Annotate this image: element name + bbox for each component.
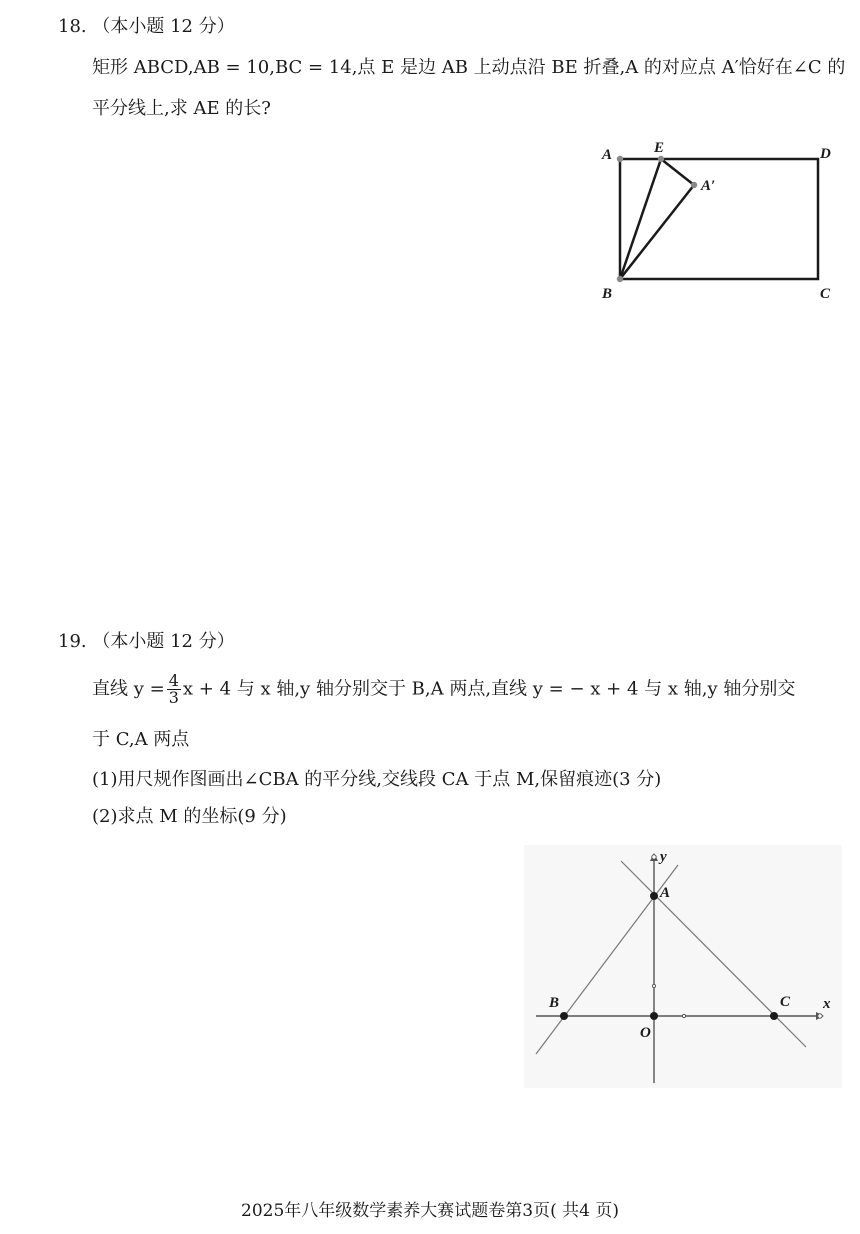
point-a xyxy=(650,892,658,900)
segment-be xyxy=(620,159,661,279)
figure-background xyxy=(524,845,842,1088)
label-o: O xyxy=(640,1025,651,1041)
label-a-prime: A′ xyxy=(701,178,716,194)
label-y: y xyxy=(660,849,667,865)
label-e: E xyxy=(654,140,665,156)
q19-score: （本小题 12 分） xyxy=(92,631,235,652)
label-a: A xyxy=(660,885,671,901)
point-c xyxy=(770,1012,778,1020)
q19-line1-pre: 直线 y = xyxy=(92,678,165,700)
q19-coordinate-figure xyxy=(524,845,842,1088)
fraction-numerator: 4 xyxy=(168,671,179,690)
label-d: D xyxy=(820,146,831,162)
segment-ba-prime xyxy=(620,185,694,279)
x-axis-end-point xyxy=(818,1014,822,1018)
q18-score: （本小题 12 分） xyxy=(92,16,235,37)
x-unit-marker xyxy=(682,1014,685,1017)
page-footer: 2025年八年级数学素养大赛试题卷第3页( 共4 页) xyxy=(241,1201,619,1221)
q18-rectangle-figure xyxy=(590,135,850,310)
point-b xyxy=(560,1012,568,1020)
point-b xyxy=(617,276,623,282)
q19-header xyxy=(58,630,235,654)
label-x: x xyxy=(823,996,831,1012)
y-unit-marker xyxy=(652,984,655,987)
label-a: A xyxy=(602,147,613,163)
point-a-prime xyxy=(691,182,697,188)
q19-text-line2: 于 C,A 两点 xyxy=(92,729,190,750)
label-c: C xyxy=(780,994,791,1010)
q19-line1-post: x + 4 与 x 轴,y 轴分别交于 B,A 两点,直线 y = − x + 4 与 x 轴,y 轴分别交 xyxy=(182,678,796,700)
q19-part2: (2)求点 M 的坐标(9 分) xyxy=(92,806,287,827)
label-c: C xyxy=(820,286,831,302)
q18-header xyxy=(58,15,235,39)
point-a xyxy=(617,156,623,162)
q18-text-line1: 矩形 ABCD,AB = 10,BC = 14,点 E 是边 AB 上动点沿 BE 折叠,A 的对应点 A′恰好在∠C 的 xyxy=(92,57,846,78)
q19-part1: (1)用尺规作图画出∠CBA 的平分线,交线段 CA 于点 M,保留痕迹(3 分) xyxy=(92,769,662,790)
q19-text-line1 xyxy=(92,673,795,706)
y-axis-end-point xyxy=(652,855,656,859)
fraction-denominator: 3 xyxy=(168,688,179,707)
q19-number: 19. xyxy=(58,631,87,652)
q18-number: 18. xyxy=(58,16,87,37)
point-o xyxy=(650,1012,658,1020)
q18-text-line2: 平分线上,求 AE 的长? xyxy=(92,98,271,119)
fraction-four-thirds xyxy=(167,673,181,706)
rectangle-abcd xyxy=(620,159,818,279)
label-b: B xyxy=(602,286,613,302)
point-e xyxy=(658,156,664,162)
segment-ea-prime xyxy=(661,159,694,185)
label-b: B xyxy=(549,995,560,1011)
